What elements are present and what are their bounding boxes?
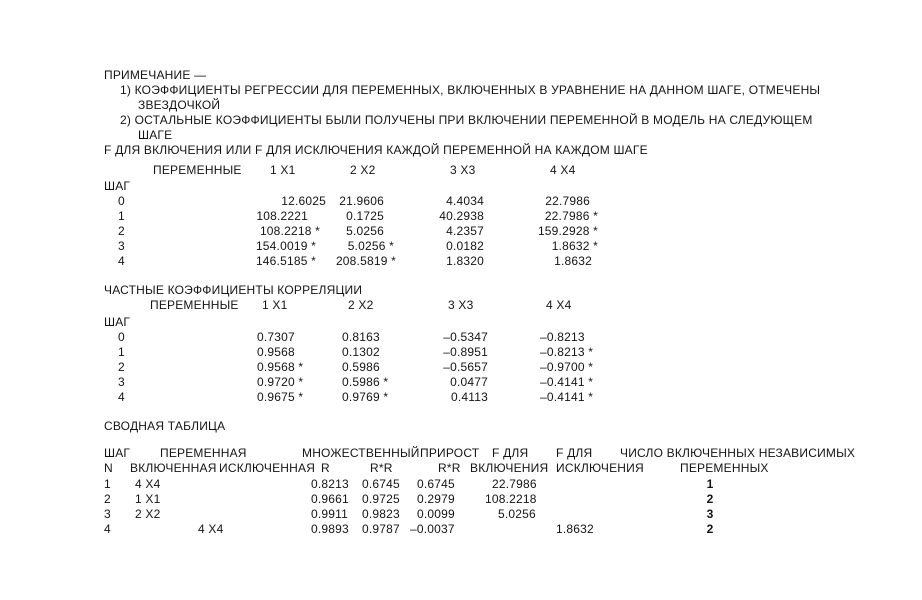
f-table-title: F ДЛЯ ВКЛЮЧЕНИЯ ИЛИ F ДЛЯ ИСКЛЮЧЕНИЯ КАЖДОЙ ПЕРЕМЕННОЙ НА КАЖДОМ ШАГЕ xyxy=(104,143,648,157)
corr-table-cell: 0.8163 xyxy=(342,330,380,344)
note-item-1-line-2: ЗВЕЗДОЧКОЙ xyxy=(138,98,221,112)
summary-header-variable: ПЕРЕМЕННАЯ xyxy=(160,446,247,460)
f-table-cell: 146.5185 * xyxy=(255,254,316,268)
corr-table-cell: –0.4141 * xyxy=(540,390,594,404)
summary-header-increment: ПРИРОСТ xyxy=(420,446,480,460)
f-table-col-header: 2 X2 xyxy=(350,163,376,177)
f-table-cell: 208.5819 * xyxy=(335,254,396,268)
note-title: ПРИМЕЧАНИЕ — xyxy=(104,68,207,82)
f-table-cell: 4.4034 xyxy=(446,194,484,208)
f-table-cell: 154.0019 * xyxy=(255,239,316,253)
summary-excluded: 4 X4 xyxy=(198,522,224,536)
corr-table-cell: –0.5657 xyxy=(443,360,488,374)
summary-n: 3 xyxy=(104,507,111,521)
summary-increment: 0.6745 xyxy=(417,477,455,491)
summary-increment: 0.0099 xyxy=(417,507,455,521)
corr-table-col-header: 3 X3 xyxy=(448,298,474,312)
summary-included: 1 X1 xyxy=(135,492,161,506)
f-table-step: 2 xyxy=(118,224,125,238)
f-table-step: 4 xyxy=(118,254,125,268)
summary-r: 0.9911 xyxy=(311,507,349,521)
f-table-step: 0 xyxy=(118,194,125,208)
summary-header-rr: R*R xyxy=(370,461,393,475)
note-item-2-line-1: 2) ОСТАЛЬНЫЕ КОЭФФИЦИЕНТЫ БЫЛИ ПОЛУЧЕНЫ ПРИ ВКЛЮЧЕНИИ ПЕРЕМЕННОЙ В МОДЕЛЬ НА СЛЕДУЮЩЕМ xyxy=(120,113,813,127)
f-table-cell: 21.9606 xyxy=(339,194,384,208)
summary-header-exclusion: ИСКЛЮЧЕНИЯ xyxy=(556,461,644,475)
summary-header-included: ВКЛЮЧЕННАЯ xyxy=(130,461,217,475)
corr-table-variables-label: ПЕРЕМЕННЫЕ xyxy=(150,298,239,312)
corr-table-col-header: 2 X2 xyxy=(348,298,374,312)
summary-included: 2 X2 xyxy=(135,507,161,521)
summary-f-in: 22.7986 xyxy=(492,477,537,491)
f-table-cell: 4.2357 xyxy=(446,224,484,238)
corr-table-cell: –0.8213 xyxy=(540,330,585,344)
summary-header-r: R xyxy=(321,461,330,475)
corr-table-cell: 0.1302 xyxy=(342,345,380,359)
corr-table-cell: 0.9720 * xyxy=(257,375,304,389)
summary-count: 3 xyxy=(706,507,714,521)
summary-header-inclusion: ВКЛЮЧЕНИЯ xyxy=(470,461,549,475)
summary-count: 2 xyxy=(706,492,714,506)
corr-table-cell: –0.4141 * xyxy=(540,375,594,389)
summary-header-multiple: МНОЖЕСТВЕННЫЙ xyxy=(302,446,420,460)
note-item-1-line-1: 1) КОЭФФИЦИЕНТЫ РЕГРЕССИИ ДЛЯ ПЕРЕМЕННЫХ, ВКЛЮЧЕННЫХ В УРАВНЕНИЕ НА ДАННОМ ШАГЕ, ОТМЕЧЕНЫ xyxy=(120,83,821,97)
corr-table-cell: 0.9568 xyxy=(257,345,295,359)
corr-table-cell: –0.9700 * xyxy=(540,360,594,374)
f-table-cell: 159.2928 * xyxy=(537,224,598,238)
summary-header-f-in: F ДЛЯ xyxy=(492,446,529,460)
summary-f-in: 5.0256 xyxy=(498,507,536,521)
summary-title: СВОДНАЯ ТАБЛИЦА xyxy=(104,419,226,433)
f-table-cell: 0.0182 xyxy=(446,239,484,253)
f-table-cell: 22.7986 * xyxy=(544,209,598,223)
f-table-cell: 108.2218 * xyxy=(259,224,320,238)
summary-rr: 0.6745 xyxy=(362,477,400,491)
summary-n: 4 xyxy=(104,522,111,536)
corr-table-col-header: 4 X4 xyxy=(546,298,572,312)
summary-rr: 0.9823 xyxy=(362,507,400,521)
f-table-step-label: ШАГ xyxy=(104,179,131,193)
summary-n: 1 xyxy=(104,477,111,491)
f-table-cell: 1.8632 xyxy=(554,254,592,268)
corr-table-cell: 0.9675 * xyxy=(257,390,304,404)
corr-table-cell: 0.9568 * xyxy=(257,360,304,374)
corr-table-step: 2 xyxy=(118,360,125,374)
summary-f-in: 108.2218 xyxy=(485,492,537,506)
f-table-col-header: 4 X4 xyxy=(550,163,576,177)
f-table-step: 1 xyxy=(118,209,125,223)
summary-r: 0.9893 xyxy=(311,522,349,536)
corr-table-cell: –0.8951 xyxy=(443,345,488,359)
note-item-2-line-2: ШАГЕ xyxy=(138,128,173,142)
summary-increment: –0.0037 xyxy=(410,522,455,536)
f-table-col-header: 1 X1 xyxy=(270,163,296,177)
corr-table-step: 0 xyxy=(118,330,125,344)
summary-header-vars: ПЕРЕМЕННЫХ xyxy=(680,461,769,475)
corr-table-cell: 0.9769 * xyxy=(342,390,389,404)
f-table-cell: 12.6025 xyxy=(281,194,326,208)
f-table-cell: 108.2221 xyxy=(256,209,308,223)
corr-table-cell: –0.5347 xyxy=(443,330,488,344)
f-table-cell: 5.0256 xyxy=(346,224,384,238)
summary-count: 1 xyxy=(706,477,714,491)
f-table-cell: 1.8320 xyxy=(446,254,484,268)
f-table-col-header: 3 X3 xyxy=(450,163,476,177)
f-table-cell: 0.1725 xyxy=(346,209,384,223)
summary-increment: 0.2979 xyxy=(417,492,455,506)
summary-f-out: 1.8632 xyxy=(556,522,594,536)
corr-table-step: 3 xyxy=(118,375,125,389)
corr-table-cell: –0.8213 * xyxy=(540,345,594,359)
f-table-variables-label: ПЕРЕМЕННЫЕ xyxy=(153,163,242,177)
corr-table-cell: 0.5986 xyxy=(342,360,380,374)
summary-header-step: ШАГ xyxy=(104,446,131,460)
summary-header-rr2: R*R xyxy=(438,461,461,475)
corr-table-cell: 0.0477 xyxy=(450,375,488,389)
corr-table-cell: 0.4113 xyxy=(450,390,488,404)
summary-header-count: ЧИСЛО ВКЛЮЧЕННЫХ НЕЗАВИСИМЫХ xyxy=(620,446,856,460)
summary-header-f-out: F ДЛЯ xyxy=(556,446,593,460)
summary-header-n: N xyxy=(104,461,113,475)
summary-count: 2 xyxy=(706,522,714,536)
summary-header-excluded: ИСКЛЮЧЕННАЯ xyxy=(219,461,316,475)
corr-table-col-header: 1 X1 xyxy=(262,298,288,312)
f-table-cell: 40.2938 xyxy=(439,209,484,223)
f-table-cell: 22.7986 xyxy=(545,194,590,208)
corr-table-cell: 0.5986 * xyxy=(342,375,389,389)
corr-table-step: 1 xyxy=(118,345,125,359)
summary-r: 0.8213 xyxy=(311,477,349,491)
summary-r: 0.9661 xyxy=(311,492,349,506)
summary-n: 2 xyxy=(104,492,111,506)
summary-included: 4 X4 xyxy=(135,477,161,491)
corr-table-step-label: ШАГ xyxy=(104,315,131,329)
f-table-cell: 5.0256 * xyxy=(347,239,394,253)
corr-table-title: ЧАСТНЫЕ КОЭФФИЦИЕНТЫ КОРРЕЛЯЦИИ xyxy=(104,283,363,297)
corr-table-step: 4 xyxy=(118,390,125,404)
summary-rr: 0.9725 xyxy=(362,492,400,506)
corr-table-cell: 0.7307 xyxy=(257,330,295,344)
summary-rr: 0.9787 xyxy=(362,522,400,536)
f-table-step: 3 xyxy=(118,239,125,253)
f-table-cell: 1.8632 * xyxy=(551,239,598,253)
